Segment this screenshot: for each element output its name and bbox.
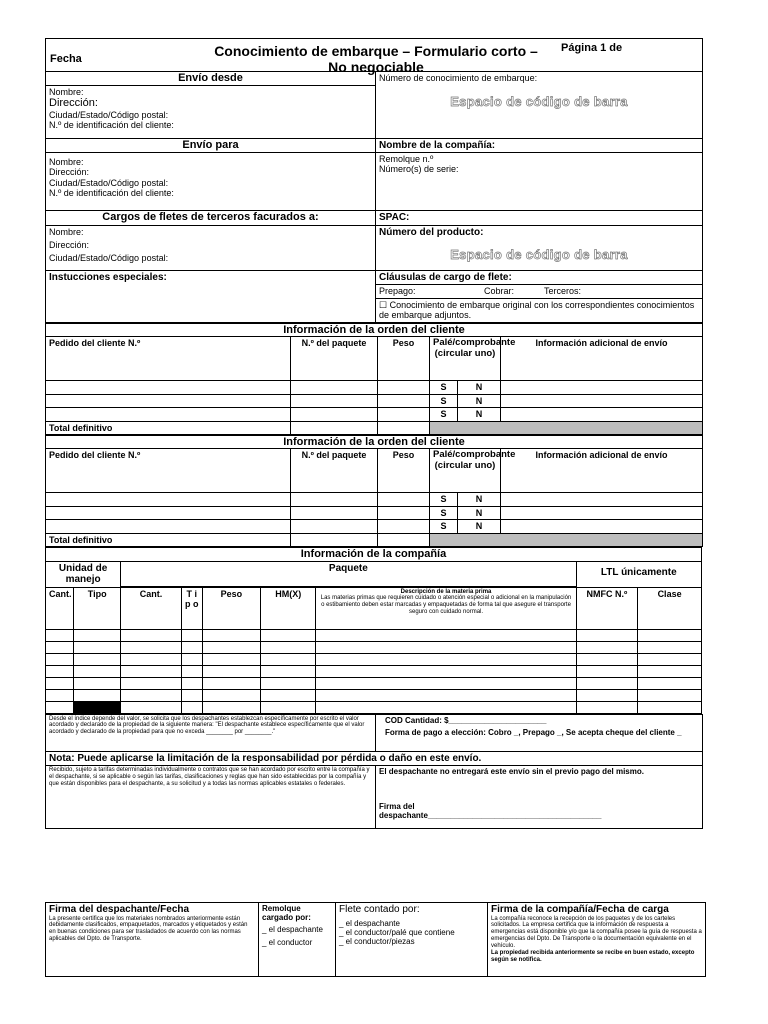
company-info-cell[interactable] xyxy=(74,665,121,677)
customer-order-table xyxy=(45,323,703,435)
declared-value-text: Desde el índice depende del valor, se solicita que los despachantes establezcan específicamente por escrito el valor acordado y declarado de la propiedad de la siguiente manera: "El despachante establece específicamente que el valor acordado y declarado de la propiedad para que no exceda ________ por ________." xyxy=(46,714,376,751)
barcode-placeholder-bol: Espacio de código de barra xyxy=(450,94,628,110)
order-row[interactable] xyxy=(46,394,703,407)
shipper-signature-cell[interactable] xyxy=(376,766,703,829)
company-info-cell[interactable] xyxy=(261,701,316,713)
desde-id: N.º de identificación del cliente: xyxy=(49,119,174,130)
company-info-cell[interactable] xyxy=(121,629,182,641)
company-info-cell[interactable] xyxy=(181,629,202,641)
company-info-cell[interactable] xyxy=(46,701,74,713)
cant-header: Cant. xyxy=(46,587,74,629)
weight-cell[interactable] xyxy=(378,394,430,407)
package-count-cell[interactable] xyxy=(291,394,378,407)
desde-nombre: Nombre: xyxy=(49,86,84,97)
company-info-cell[interactable] xyxy=(638,665,702,677)
company-info-cell[interactable] xyxy=(638,689,702,701)
terceros-fields[interactable] xyxy=(46,225,376,270)
company-info-cell[interactable] xyxy=(261,641,316,653)
customer-order-table xyxy=(45,435,703,547)
envio-desde-title: Envío desde xyxy=(46,72,376,86)
company-info-cell[interactable] xyxy=(576,677,638,689)
payment-method[interactable]: Forma de pago a elección: Cobro _, Prepago _, Se acepta cheque del cliente _ xyxy=(385,727,682,737)
company-info-row[interactable] xyxy=(46,629,702,641)
company-info-cell[interactable] xyxy=(638,677,702,689)
desde-direccion: Dirección: xyxy=(49,96,98,109)
company-info-cell[interactable] xyxy=(638,701,702,713)
carrier-sig-title: Firma de la compañía/Fecha de carga xyxy=(491,904,669,915)
total-label: Total definitivo xyxy=(46,533,291,546)
company-name-label[interactable]: Nombre de la compañía: xyxy=(376,138,703,153)
order-row[interactable] xyxy=(46,506,703,519)
company-info-cell[interactable] xyxy=(576,665,638,677)
freight-counted-title: Flete contado por: xyxy=(339,904,420,915)
company-info-cell[interactable] xyxy=(74,701,121,713)
cod-payment-cell[interactable] xyxy=(376,714,703,751)
company-info-cell[interactable] xyxy=(202,701,260,713)
company-info-row[interactable] xyxy=(46,641,702,653)
weight-cell[interactable] xyxy=(378,493,430,506)
freight-by-driver-pallet[interactable]: _ el conductor/palé que contiene xyxy=(339,927,455,937)
order-info-title: Información de la orden del cliente xyxy=(46,435,703,449)
company-info-cell[interactable] xyxy=(74,653,121,665)
additional-info-cell[interactable] xyxy=(501,381,703,394)
package-count-cell[interactable] xyxy=(291,493,378,506)
trailer-loaded-title: Remolque cargado por: xyxy=(262,904,311,923)
bill-of-lading-form xyxy=(45,38,702,829)
package-header: Paquete xyxy=(121,561,576,586)
weight-cell[interactable] xyxy=(378,506,430,519)
nmfc-header: NMFC N.º xyxy=(576,587,638,629)
company-info-cell[interactable] xyxy=(46,677,74,689)
company-info-row[interactable] xyxy=(46,701,702,713)
company-info-cell[interactable] xyxy=(181,689,202,701)
additional-info-cell[interactable] xyxy=(501,493,703,506)
trailer-loaded-box[interactable] xyxy=(259,903,336,977)
company-info-cell[interactable] xyxy=(638,641,702,653)
weight-cell[interactable] xyxy=(378,520,430,533)
additional-info-cell[interactable] xyxy=(501,506,703,519)
pallet-s-option[interactable]: S xyxy=(430,506,458,519)
total-shaded xyxy=(430,533,703,546)
weight-header: Peso xyxy=(378,337,430,381)
trailer-label: Remolque n.º xyxy=(379,154,434,165)
freight-by-shipper[interactable]: _ el despachante xyxy=(339,918,400,928)
company-info-cell[interactable] xyxy=(46,653,74,665)
commodity-desc-title: Descripción de la materia prima xyxy=(400,588,492,595)
trailer-by-shipper[interactable]: _ el despachante xyxy=(262,925,323,935)
additional-info-cell[interactable] xyxy=(501,394,703,407)
carrier-sig-text: La compañía reconoce la recepción de los paquetes y de los carteles solicitados. La empresa certifica que la información de respuesta a emergencias está disponible y/o que la compañía posee la guía de respuesta a emergencias del Dpto. De Transporte o la documentación equivalente en el vehículo. xyxy=(491,915,702,950)
envio-para-title: Envío para xyxy=(46,138,376,153)
commodity-desc-text: Las materias primas que requieren cuidado o atención especial o adicional en la manipulación o estibamiento deben estar marcadas y empaquetadas de forma tal que asegure el transporte seguro con cuidado normal. xyxy=(320,595,572,616)
order-info-title: Información de la orden del cliente xyxy=(46,323,703,337)
liability-note: Nota: Puede aplicarse la limitación de la responsabilidad por pérdida o daño en este envío. xyxy=(46,751,703,766)
company-info-cell[interactable] xyxy=(74,689,121,701)
received-text: Recibido, sujeto a tarifas determinadas individualmente o contratos que se han acordado por escrito entre la compañía y el despachante, si se aplicable o según las tarifas, clasificaciones y reglas que han sido establecidas por la compañía y que están disponibles para el despachante, a su solicitud y a todas las normas aplicables estatales o federales. xyxy=(46,766,376,829)
additional-info-cell[interactable] xyxy=(501,408,703,421)
order-number-cell[interactable] xyxy=(46,408,291,421)
product-number-cell[interactable] xyxy=(376,225,703,270)
order-number-cell[interactable] xyxy=(46,506,291,519)
order-number-cell[interactable] xyxy=(46,520,291,533)
ltl-header: LTL únicamente xyxy=(576,561,701,587)
commodity-description xyxy=(316,587,576,629)
company-info-cell[interactable] xyxy=(316,677,576,689)
company-info-cell[interactable] xyxy=(46,665,74,677)
freight-counted-box[interactable] xyxy=(336,903,488,977)
original-bol-checkbox[interactable]: ☐ Conocimiento de embarque original con los correspondientes conocimientos de embarque adjuntos. xyxy=(376,299,703,323)
company-info-row[interactable] xyxy=(46,677,702,689)
company-info-cell[interactable] xyxy=(576,653,638,665)
form-title: Conocimiento de embarque – Formulario corto – xyxy=(214,43,538,59)
cobrar-option[interactable]: Cobrar: xyxy=(484,286,515,297)
order-number-cell[interactable] xyxy=(46,381,291,394)
company-info-cell[interactable] xyxy=(202,641,260,653)
spac-label[interactable]: SPAC: xyxy=(376,211,703,226)
tipo2-header: T i p o xyxy=(181,587,202,629)
total-row xyxy=(46,421,703,434)
company-info-cell[interactable] xyxy=(202,677,260,689)
package-count-header: N.º del paquete xyxy=(291,449,378,493)
clase-header: Clase xyxy=(638,587,702,629)
envio-para-fields[interactable] xyxy=(46,153,376,211)
company-info-cell[interactable] xyxy=(261,689,316,701)
terceros-option[interactable]: Terceros: xyxy=(544,286,582,297)
company-info-cell[interactable] xyxy=(121,701,182,713)
form-subtitle: No negociable xyxy=(328,59,424,76)
envio-desde-fields[interactable] xyxy=(46,85,376,138)
weight-cell[interactable] xyxy=(378,381,430,394)
total-shaded xyxy=(430,421,703,434)
shipper-signature-line[interactable]: Firma del despachante_______________________________________ xyxy=(379,802,602,821)
weight-cell[interactable] xyxy=(378,408,430,421)
peso-header: Peso xyxy=(202,587,260,629)
serial-label: Número(s) de serie: xyxy=(379,164,459,175)
company-info-cell[interactable] xyxy=(46,689,74,701)
company-info-cell[interactable] xyxy=(261,677,316,689)
company-info-cell[interactable] xyxy=(121,641,182,653)
trailer-serial-cell[interactable] xyxy=(376,153,703,211)
total-label: Total definitivo xyxy=(46,421,291,434)
company-info-cell[interactable] xyxy=(576,689,638,701)
company-info-cell[interactable] xyxy=(576,641,638,653)
total-weight[interactable] xyxy=(378,421,430,434)
company-info-row[interactable] xyxy=(46,665,702,677)
para-nombre: Nombre: xyxy=(49,157,84,168)
company-info-cell[interactable] xyxy=(261,653,316,665)
package-count-cell[interactable] xyxy=(291,520,378,533)
pallet-n-option[interactable]: N xyxy=(458,520,501,533)
company-info-cell[interactable] xyxy=(202,653,260,665)
company-info-cell[interactable] xyxy=(316,689,576,701)
para-direccion: Dirección: xyxy=(49,167,90,178)
company-info-cell[interactable] xyxy=(316,641,576,653)
terceros-title: Cargos de fletes de terceros facurados a: xyxy=(46,211,376,226)
pallet-n-option[interactable]: N xyxy=(458,394,501,407)
order-number-cell[interactable] xyxy=(46,394,291,407)
pallet-s-option[interactable]: S xyxy=(430,408,458,421)
company-info-title: Información de la compañía xyxy=(46,547,702,561)
bol-number-label: Número de conocimiento de embarque: xyxy=(379,73,538,83)
barcode-placeholder-product: Espacio de código de barra xyxy=(450,247,628,263)
pallet-n-option[interactable]: N xyxy=(458,408,501,421)
company-info-cell[interactable] xyxy=(121,689,182,701)
company-info-cell[interactable] xyxy=(121,665,182,677)
pallet-s-option[interactable]: S xyxy=(430,493,458,506)
company-info-cell[interactable] xyxy=(316,629,576,641)
page-number: Página 1 de xyxy=(561,42,623,54)
company-info-cell[interactable] xyxy=(121,653,182,665)
company-info-cell[interactable] xyxy=(576,701,638,713)
total-row xyxy=(46,533,703,546)
company-info-cell[interactable] xyxy=(316,653,576,665)
desde-ciudad: Ciudad/Estado/Código postal: xyxy=(49,109,169,120)
pallet-header: Palé/comprobante (circular uno) xyxy=(430,337,501,381)
shipper-signature-box[interactable] xyxy=(46,903,259,977)
fecha-label: Fecha xyxy=(50,53,82,65)
pallet-n-option[interactable]: N xyxy=(458,493,501,506)
freight-terms-row[interactable] xyxy=(376,285,703,299)
pallet-n-option[interactable]: N xyxy=(458,506,501,519)
form-header xyxy=(46,39,703,76)
pallet-s-option[interactable]: S xyxy=(430,394,458,407)
additional-info-cell[interactable] xyxy=(501,520,703,533)
pallet-s-option[interactable]: S xyxy=(430,520,458,533)
bol-number-cell[interactable] xyxy=(376,72,703,139)
freight-clauses-title: Cláusulas de cargo de flete: xyxy=(376,270,703,285)
company-info-cell[interactable] xyxy=(316,665,576,677)
company-info-cell[interactable] xyxy=(121,677,182,689)
order-row[interactable] xyxy=(46,381,703,394)
company-info-cell[interactable] xyxy=(181,653,202,665)
cant2-header: Cant. xyxy=(121,587,182,629)
company-info-cell[interactable] xyxy=(202,665,260,677)
order-row[interactable] xyxy=(46,520,703,533)
company-info-cell[interactable] xyxy=(181,701,202,713)
company-info-cell[interactable] xyxy=(46,629,74,641)
product-number-label: Número del producto: xyxy=(379,226,484,238)
package-count-cell[interactable] xyxy=(291,381,378,394)
pallet-s-option[interactable]: S xyxy=(430,381,458,394)
company-info-row[interactable] xyxy=(46,653,702,665)
company-info-cell[interactable] xyxy=(202,629,260,641)
carrier-signature-box[interactable] xyxy=(488,903,706,977)
handling-unit-header: Unidad de manejo xyxy=(46,561,121,587)
company-info-cell[interactable] xyxy=(181,677,202,689)
pallet-n-option[interactable]: N xyxy=(458,381,501,394)
company-info-cell[interactable] xyxy=(638,629,702,641)
prepago-option[interactable]: Prepago: xyxy=(379,286,416,297)
company-info-cell[interactable] xyxy=(316,701,576,713)
company-info-cell[interactable] xyxy=(261,629,316,641)
package-count-header: N.º del paquete xyxy=(291,337,378,381)
company-info-cell[interactable] xyxy=(46,641,74,653)
package-count-cell[interactable] xyxy=(291,506,378,519)
company-info-cell[interactable] xyxy=(74,629,121,641)
company-info-cell[interactable] xyxy=(638,653,702,665)
special-instructions[interactable]: Instucciones especiales: xyxy=(46,270,376,322)
order-row[interactable] xyxy=(46,493,703,506)
tipo-header: Tipo xyxy=(74,587,121,629)
trailer-by-driver[interactable]: _ el conductor xyxy=(262,937,313,947)
total-weight[interactable] xyxy=(378,533,430,546)
order-number-header: Pedido del cliente N.º xyxy=(46,449,291,493)
no-delivery-text: El despachante no entregará este envío sin el previo pago del mismo. xyxy=(379,767,644,776)
carrier-sig-bold: La propiedad recibida anteriormente se recibe en buen estado, excepto según se notifica. xyxy=(491,949,695,963)
company-info-cell[interactable] xyxy=(202,689,260,701)
para-id: N.º de identificación del cliente: xyxy=(49,188,174,199)
para-ciudad: Ciudad/Estado/Código postal: xyxy=(49,177,169,188)
terceros-direccion: Dirección: xyxy=(49,239,90,250)
footer-signatures xyxy=(45,902,705,977)
pallet-header: Palé/comprobante (circular uno) xyxy=(430,449,501,493)
total-packages[interactable] xyxy=(291,533,378,546)
additional-info-header: Información adicional de envío xyxy=(501,337,703,381)
company-info-cell[interactable] xyxy=(181,641,202,653)
company-info-cell[interactable] xyxy=(74,641,121,653)
shipper-sig-title: Firma del despachante/Fecha xyxy=(49,904,190,915)
company-info-row[interactable] xyxy=(46,689,702,701)
freight-by-driver-pieces[interactable]: _ el conductor/piezas xyxy=(339,936,415,946)
order-number-header: Pedido del cliente N.º xyxy=(46,337,291,381)
additional-info-header: Información adicional de envío xyxy=(501,449,703,493)
company-info-cell[interactable] xyxy=(74,677,121,689)
order-row[interactable] xyxy=(46,408,703,421)
company-info-cell[interactable] xyxy=(261,665,316,677)
hm-header: HM(X) xyxy=(261,587,316,629)
terceros-ciudad: Ciudad/Estado/Código postal: xyxy=(49,253,169,264)
total-packages[interactable] xyxy=(291,421,378,434)
order-number-cell[interactable] xyxy=(46,493,291,506)
shipper-sig-text: La presente certifica que los materiales nombrados anteriormente están debidamente clasificados, empaquetados, marcados y etiquetados y están en buenas condiciones para ser trasladados de acuerdo con las normas aplicables del Dpto. de Transporte. xyxy=(49,915,248,943)
company-info-cell[interactable] xyxy=(576,629,638,641)
weight-header: Peso xyxy=(378,449,430,493)
package-count-cell[interactable] xyxy=(291,408,378,421)
cod-amount[interactable]: COD Cantidad: $______________________ xyxy=(385,715,547,725)
terceros-nombre: Nombre: xyxy=(49,226,84,237)
company-info-cell[interactable] xyxy=(181,665,202,677)
